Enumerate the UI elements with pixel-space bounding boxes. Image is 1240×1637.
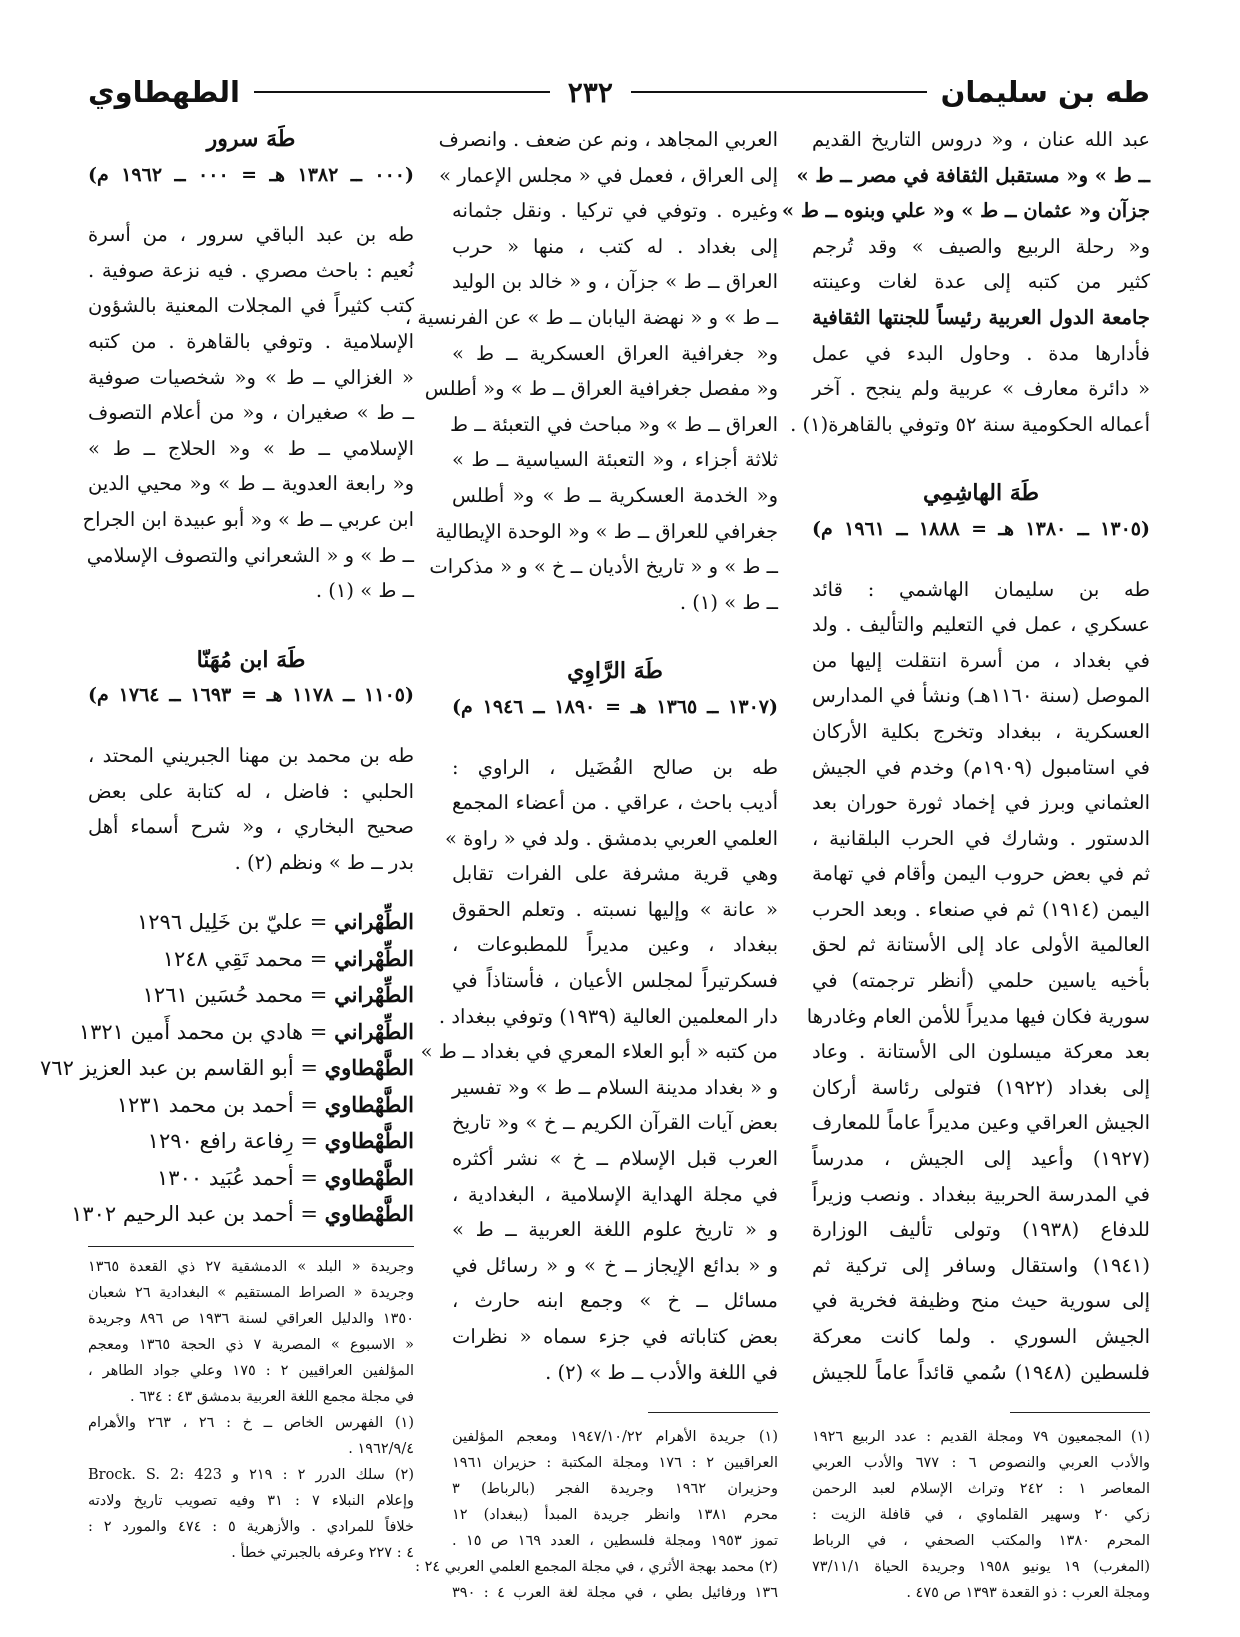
text-line: إلى بغداد (١٩٢٢) فتولى رئاسة أركان [812, 1075, 1151, 1099]
cross-reference [71, 1196, 414, 1233]
text-line: في اللغة والأدب ــ ط » (٢) . [545, 1360, 778, 1384]
xref-target: = عليّ بن خَلِيل ١٢٩٦ [136, 910, 335, 935]
text-line: العربي المجاهد ، ونم عن ضعف . وانصرف [438, 128, 778, 151]
text-line: ــ ط » و « نهضة اليابان ــ ط » عن الفرنسية ، [404, 305, 778, 329]
text-line: عبد الله عنان ، و« دروس التاريخ القديم [812, 128, 1150, 151]
xref-target: = محمد تَقِي ١٢٤٨ [162, 946, 335, 971]
footnote-line: وحزيران ١٩٦٢ وجريدة الفجر (بالرباط) ٣ [452, 1481, 778, 1497]
entry-title: طَهَ سرور [206, 126, 296, 152]
footnotes-middle [415, 1424, 779, 1606]
footnote-line: ٤ : ٢٢٧ وعرفه بالجبرتي خطأ . [231, 1545, 414, 1561]
footnote-line: وإعلام النبلاء ٧ : ٣١ وفيه تصويب تاريخ ولادته [88, 1493, 414, 1509]
text-line: ــ ط » (١) . [679, 590, 778, 614]
footnote-line: تموز ١٩٥٣ ومجلة فلسطين ، العدد ١٦٩ ص ١٥ . [452, 1533, 778, 1549]
entry-title: طَهَ ابن مُهَنّا [196, 646, 306, 673]
footnote-rule-middle [648, 1412, 778, 1413]
footnote-line: (٢) سلك الدرر ٢ : ٢١٩ و Brock. S. 2: 423 [88, 1467, 414, 1483]
text-line: العراق ــ ط » و« مباحث في التعبئة ــ ط [450, 412, 778, 436]
footnote-line: وجريدة « البلد » الدمشقية ٢٧ ذي القعدة ١٣٦٥ [88, 1259, 414, 1275]
footnote-line: « الاسبوع » المصرية ٧ ذي الحجة ١٣٦٥ ومعجم [88, 1337, 414, 1353]
entry-body [420, 750, 778, 1391]
text-line: نُعيم : باحث مصري . فيه نزعة صوفية . [88, 258, 414, 282]
text-line: و« رحلة الربيع والصيف » وقد تُرجم [812, 234, 1150, 258]
text-line: ــ ط » صغيران ، و« من أعلام التصوف [88, 401, 414, 425]
text-line: و « تاريخ علوم اللغة العربية ــ ط » [452, 1218, 778, 1242]
text-line: عسكري ، عمل في التعليم والتأليف . ولد [812, 613, 1150, 637]
text-line: الإسلامية . وتوفي بالقاهرة . من كتبه [88, 329, 414, 353]
text-line: ــ ط » (١) . [315, 579, 414, 603]
footnote-line: (١) جريدة الأهرام ١٩٤٧/١٠/٢٢ ومعجم المؤلفين [452, 1429, 778, 1445]
text-line: الموصل (سنة ١١٦٠هـ) ونشأ في المدارس [812, 684, 1150, 708]
cross-reference [88, 1087, 414, 1124]
text-line: بعض آيات القرآن الكريم ــ خ » و« تاريخ [452, 1111, 778, 1135]
footnote-line: وجريدة « الصراط المستقيم » البغدادية ٢٦ شعبان [88, 1285, 414, 1301]
text-line: فسكرتيراً لمجلس الأعيان ، فأستاذاً في [452, 969, 778, 993]
text-line: العراق ــ ط » جزآن ، و « خالد بن الوليد [452, 270, 778, 294]
xref-name: الطَّهْطاوي [324, 1201, 414, 1227]
entry-dates: (١٣٠٥ ــ ١٣٨٠ هـ = ١٨٨٨ ــ ١٩٦١ م) [812, 517, 1150, 540]
text-line: الجيش السوري . ولما كانت معركة [812, 1325, 1150, 1348]
cross-reference [88, 904, 414, 941]
text-line: طه بن محمد بن مهنا الجبريني المحتد ، [88, 743, 414, 767]
xref-target: = هادي بن محمد أَمين ١٣٢١ [78, 1019, 335, 1044]
text-line: بعد معركة ميسلون الى الأستانة . وعاد [812, 1040, 1150, 1064]
text-line: في استامبول (١٩٠٩م) وخدم في الجيش [812, 755, 1151, 779]
text-line: الحلبي : فاضل ، له كتابة على بعض [88, 779, 414, 803]
text-line: « الغزالي ــ ط » و« شخصيات صوفية [88, 365, 414, 389]
text-line: جغرافي للعراق ــ ط » و« الوحدة الإيطالية [435, 519, 778, 543]
text-line: و « بغداد مدينة السلام ــ ط » و« تفسير [452, 1075, 778, 1099]
column-right [781, 122, 1151, 1390]
entry-body [806, 572, 1151, 1391]
text-line: ببغداد ، وعين مديراً للمطبوعات ، [452, 933, 778, 957]
text-line: إلى العراق ، فعمل في « مجلس الإعمار » [439, 163, 778, 187]
page-number: ٢٣٢ [567, 75, 613, 109]
text-line: مسائل ــ خ » وجمع ابنه حارث ، [452, 1289, 778, 1313]
footnote-line: (المغرب) ١٩ يونيو ١٩٥٨ وجريدة الحياة ٧٣/١١/١ [812, 1559, 1150, 1575]
spacer [812, 548, 1150, 572]
page-header [88, 72, 1150, 112]
text-line: في المدرسة الحربية ببغداد . ونصب وزيراً [812, 1182, 1150, 1206]
text-line: الإسلامي ــ ط » و« الحلاج ــ ط » [88, 436, 414, 460]
footnote-line: ومجلة العرب : ذو القعدة ١٣٩٣ ص ٤٧٥ . [906, 1585, 1150, 1601]
text-line: و « بدائع الإيجاز ــ خ » و « رسائل في [452, 1253, 778, 1277]
cross-reference [88, 941, 414, 978]
entry-dates: (١١٠٥ ــ ١١٧٨ هـ = ١٦٩٣ ــ ١٧٦٤ م) [88, 684, 414, 707]
footnote-line: المؤلفين العراقيين ٢ : ١٧٥ وعلي جواد الطاهر ، [88, 1363, 414, 1379]
entry-dates: (٠٠٠ ــ ١٣٨٢ هـ = ٠٠٠ ــ ١٩٦٢ م) [88, 163, 414, 186]
footnote-line: ١٣٦ ورفائيل بطي ، في مجلة لغة العرب ٤ : ٣٩٠ [452, 1585, 779, 1601]
text-line: بأخيه ياسين حلمي (أنظر ترجمته) في [812, 969, 1150, 993]
text-line: اليمن (١٩١٤) ثم في صنعاء . وبعد الحرب [812, 897, 1150, 921]
entry-title: طَهَ الهاشِمِي [922, 480, 1040, 507]
cross-reference [88, 977, 414, 1014]
cross-reference [40, 1050, 414, 1087]
text-line: وغيره . وتوفي في تركيا . ونقل جثمانه [452, 199, 778, 223]
text-line: و« مفصل جغرافية العراق ــ ط » و« أطلس [424, 377, 778, 401]
text-line: « دائرة معارف » عربية ولم ينجح . آخر [812, 377, 1150, 401]
footnotes-left [88, 1254, 414, 1566]
text-line: العسكرية ، ببغداد وتخرج بكلية الأركان [812, 719, 1150, 743]
cross-reference [88, 1160, 414, 1197]
footnote-line: في مجلة مجمع اللغة العربية بدمشق ٤٣ : ٦٣٤ . [130, 1389, 414, 1405]
xref-name: الطِّهْراني [334, 1018, 414, 1044]
footnote-line: العراقيين ٢ : ١٧٦ ومجلة المكتبة : حزيران ١٩٦١ [452, 1455, 778, 1471]
footnote-line: والأدب العربي والنصوص ٦ : ٦٧٧ والأدب العربي [812, 1455, 1150, 1471]
text-line: طه بن سليمان الهاشمي : قائد [812, 577, 1150, 601]
spacer [88, 609, 414, 643]
text-line: جزآن و« عثمان ــ ط » و« علي وبنوه ــ ط » [781, 199, 1150, 223]
column-left [40, 122, 414, 1233]
footnote-line: خلافاً للمرادي . والأزهرية ٥ : ٤٧٤ والمورد ٢ : [88, 1519, 414, 1535]
footnote-line: المعاصر ١ : ٢٤٢ وتراث الإسلام لعبد الرحمن [812, 1481, 1150, 1497]
text-line: جامعة الدول العربية رئيساً للجنتها الثقافية [812, 305, 1150, 329]
entry-dates: (١٣٠٧ ــ ١٣٦٥ هـ = ١٨٩٠ ــ ١٩٤٦ م) [452, 695, 778, 718]
text-line: صحيح البخاري ، و« شرح أسماء أهل [88, 815, 414, 839]
xref-target: = أحمد بن عبد الرحيم ١٣٠٢ [71, 1202, 325, 1227]
text-line: للدفاع (١٩٣٨) وتولى تأليف الوزارة [812, 1218, 1150, 1242]
header-rule-left [254, 91, 550, 93]
xref-name: الطَّهْطاوي [324, 1128, 414, 1154]
text-line: كثير من كتبه إلى عدة لغات وعينته [812, 270, 1150, 294]
xref-target: = أحمد عُبَيد ١٣٠٠ [157, 1165, 325, 1190]
footnote-line: (٢) محمد بهجة الأثري ، في مجلة المجمع العلمي العربي ٢٤ : [415, 1559, 778, 1575]
text-line: ــ ط » و « تاريخ الأديان ــ خ » و « مذكرات [429, 555, 778, 579]
spacer [88, 193, 414, 217]
xref-name: الطَّهْطاوي [324, 1055, 414, 1081]
text-line: العالمية الأولى عاد إلى الأستانة ثم لحق [812, 933, 1150, 957]
xref-name: الطِّهْراني [334, 982, 414, 1008]
text-line: وهي قرية مشرفة على الفرات تقابل [452, 862, 778, 886]
text-line: في مجلة الهداية الإسلامية ، البغدادية ، [452, 1182, 778, 1206]
entry-continuation-paragraph [404, 122, 778, 620]
text-line: فلسطين (١٩٤٨) سُمي قائداً عاماً للجيش [812, 1360, 1150, 1384]
text-line: بعض كتاباته في جزء سماه « نظرات [452, 1325, 778, 1348]
text-line: الجيش العراقي وعين مديراً عاماً للمعارف [812, 1111, 1150, 1135]
text-line: إلى سورية حيث منح وظيفة فخرية في [812, 1289, 1150, 1313]
text-line: ثم في بعض حروب اليمن وأقام في تهامة [812, 862, 1150, 886]
text-line: الدستور . وشارك في الحرب البلقانية ، [812, 826, 1150, 850]
text-line: ــ ط » و « الشعراني والتصوف الإسلامي [86, 543, 414, 567]
text-line: (١٩٢٧) وأعيد إلى الجيش ، مدرساً [812, 1147, 1150, 1171]
xref-name: الطَّهْطاوي [324, 1164, 414, 1190]
text-line: (١٩٤١) واستقال وسافر إلى تركية ثم [812, 1253, 1150, 1277]
text-line: و« جغرافية العراق العسكرية ــ ط » [452, 341, 778, 365]
text-line: ابن عربي ــ ط » و« أبو عبيدة ابن الجراح [82, 507, 414, 531]
cross-reference [78, 1014, 414, 1051]
xref-name: الطِّهْراني [334, 945, 414, 971]
xref-target: = رِفاعة رافع ١٢٩٠ [147, 1129, 325, 1154]
entry-body [82, 217, 414, 609]
text-line: أعماله الحكومية سنة ٥٢ وتوفي بالقاهرة(١) . [790, 412, 1150, 436]
entry-continuation-paragraph [781, 122, 1150, 442]
entry-body [88, 738, 414, 880]
text-line: دار المعلمين العالية (١٩٣٩) وتوفي ببغداد . [438, 1004, 778, 1028]
text-line: و« رابعة العدوية ــ ط » و« محيي الدين [88, 472, 414, 496]
text-line: « عانة » وإليها نسبته . وتعلم الحقوق [452, 897, 778, 921]
text-line: في بغداد ، من أسرة انتقلت إليها من [812, 648, 1150, 672]
text-line: العرب قبل الإسلام ــ خ » نشر أكثره [452, 1147, 778, 1171]
text-line: من كتبه « أبو العلاء المعري في بغداد ــ ط » [420, 1040, 778, 1064]
text-line: فأدارها مدة . وحاول البدء في عمل [812, 341, 1150, 365]
header-rule-right [631, 91, 927, 93]
footnotes-right [812, 1424, 1150, 1606]
spacer [452, 620, 778, 654]
xref-target: = أبو القاسم بن عبد العزيز ٧٦٢ [40, 1056, 325, 1081]
spacer [452, 726, 778, 750]
xref-target: = أحمد بن محمد ١٢٣١ [116, 1092, 325, 1117]
text-line: العلمي العربي بدمشق . ولد في « راوة » [444, 826, 778, 850]
xref-name: الطَّهْطاوي [324, 1091, 414, 1117]
footnote-line: (١) المجمعيون ٧٩ ومجلة القديم : عدد الربيع ١٩٢٦ [812, 1429, 1150, 1445]
footnote-rule-left [88, 1246, 414, 1247]
footnote-line: (١) الفهرس الخاص ــ خ : ٢٦ ، ٢٦٣ والأهرام [88, 1415, 414, 1431]
text-line: طه بن صالح الفُضَيل ، الراوي : [452, 755, 778, 779]
footnote-rule-right [1010, 1412, 1150, 1413]
footnote-line: ١٣٥٠ والدليل العراقي لسنة ١٩٣٦ ص ٨٩٦ وجريدة [88, 1311, 414, 1327]
running-title-left: الطهطاوي [87, 75, 240, 109]
xref-name: الطِّهْراني [334, 909, 414, 935]
footnote-line: ١٩٦٢/٩/٤ . [348, 1441, 414, 1457]
text-line: كتب كثيراً في المجلات المعنية بالشؤون [88, 294, 414, 318]
spacer [88, 714, 414, 738]
text-line: و« الخدمة العسكرية ــ ط » و« أطلس [452, 483, 778, 507]
text-line: ثلاثة أجزاء ، و« التعبئة السياسية ــ ط » [452, 448, 778, 472]
entry-title: طَهَ الرَّاوِي [567, 658, 663, 685]
text-line: أديب باحث ، عراقي . من أعضاء المجمع [452, 791, 778, 815]
spacer [88, 880, 414, 904]
text-line: ــ ط » و« مستقبل الثقافة في مصر ــ ط » [796, 163, 1150, 187]
text-line: بدر ــ ط » ونظم (٢) . [234, 850, 414, 874]
text-line: سورية فكان فيها مديراً للأمن العام وغادرها [806, 1004, 1150, 1028]
cross-reference [88, 1123, 414, 1160]
footnote-line: محرم ١٣٨١ وانظر جريدة المبدأ (ببغداد) ١٢ [452, 1507, 778, 1523]
running-title-right: طه بن سليمان [940, 75, 1150, 109]
text-line: العثماني وبرز في إخماد ثورة حوران بعد [812, 791, 1150, 815]
footnote-line: زكي ٢٠ وسهير القلماوي ، في قافلة الزيت : [812, 1507, 1150, 1523]
column-middle [404, 122, 778, 1390]
cross-references [40, 904, 414, 1233]
text-line: طه بن عبد الباقي سرور ، من أسرة [88, 223, 414, 247]
text-line: إلى بغداد . له كتب ، منها « حرب [452, 234, 778, 258]
spacer [812, 442, 1150, 476]
xref-target: = محمد حُسَين ١٢٦١ [142, 983, 335, 1008]
footnote-line: المحرم ١٣٨٠ والمكتب الصحفي ، في الرباط [812, 1533, 1150, 1549]
